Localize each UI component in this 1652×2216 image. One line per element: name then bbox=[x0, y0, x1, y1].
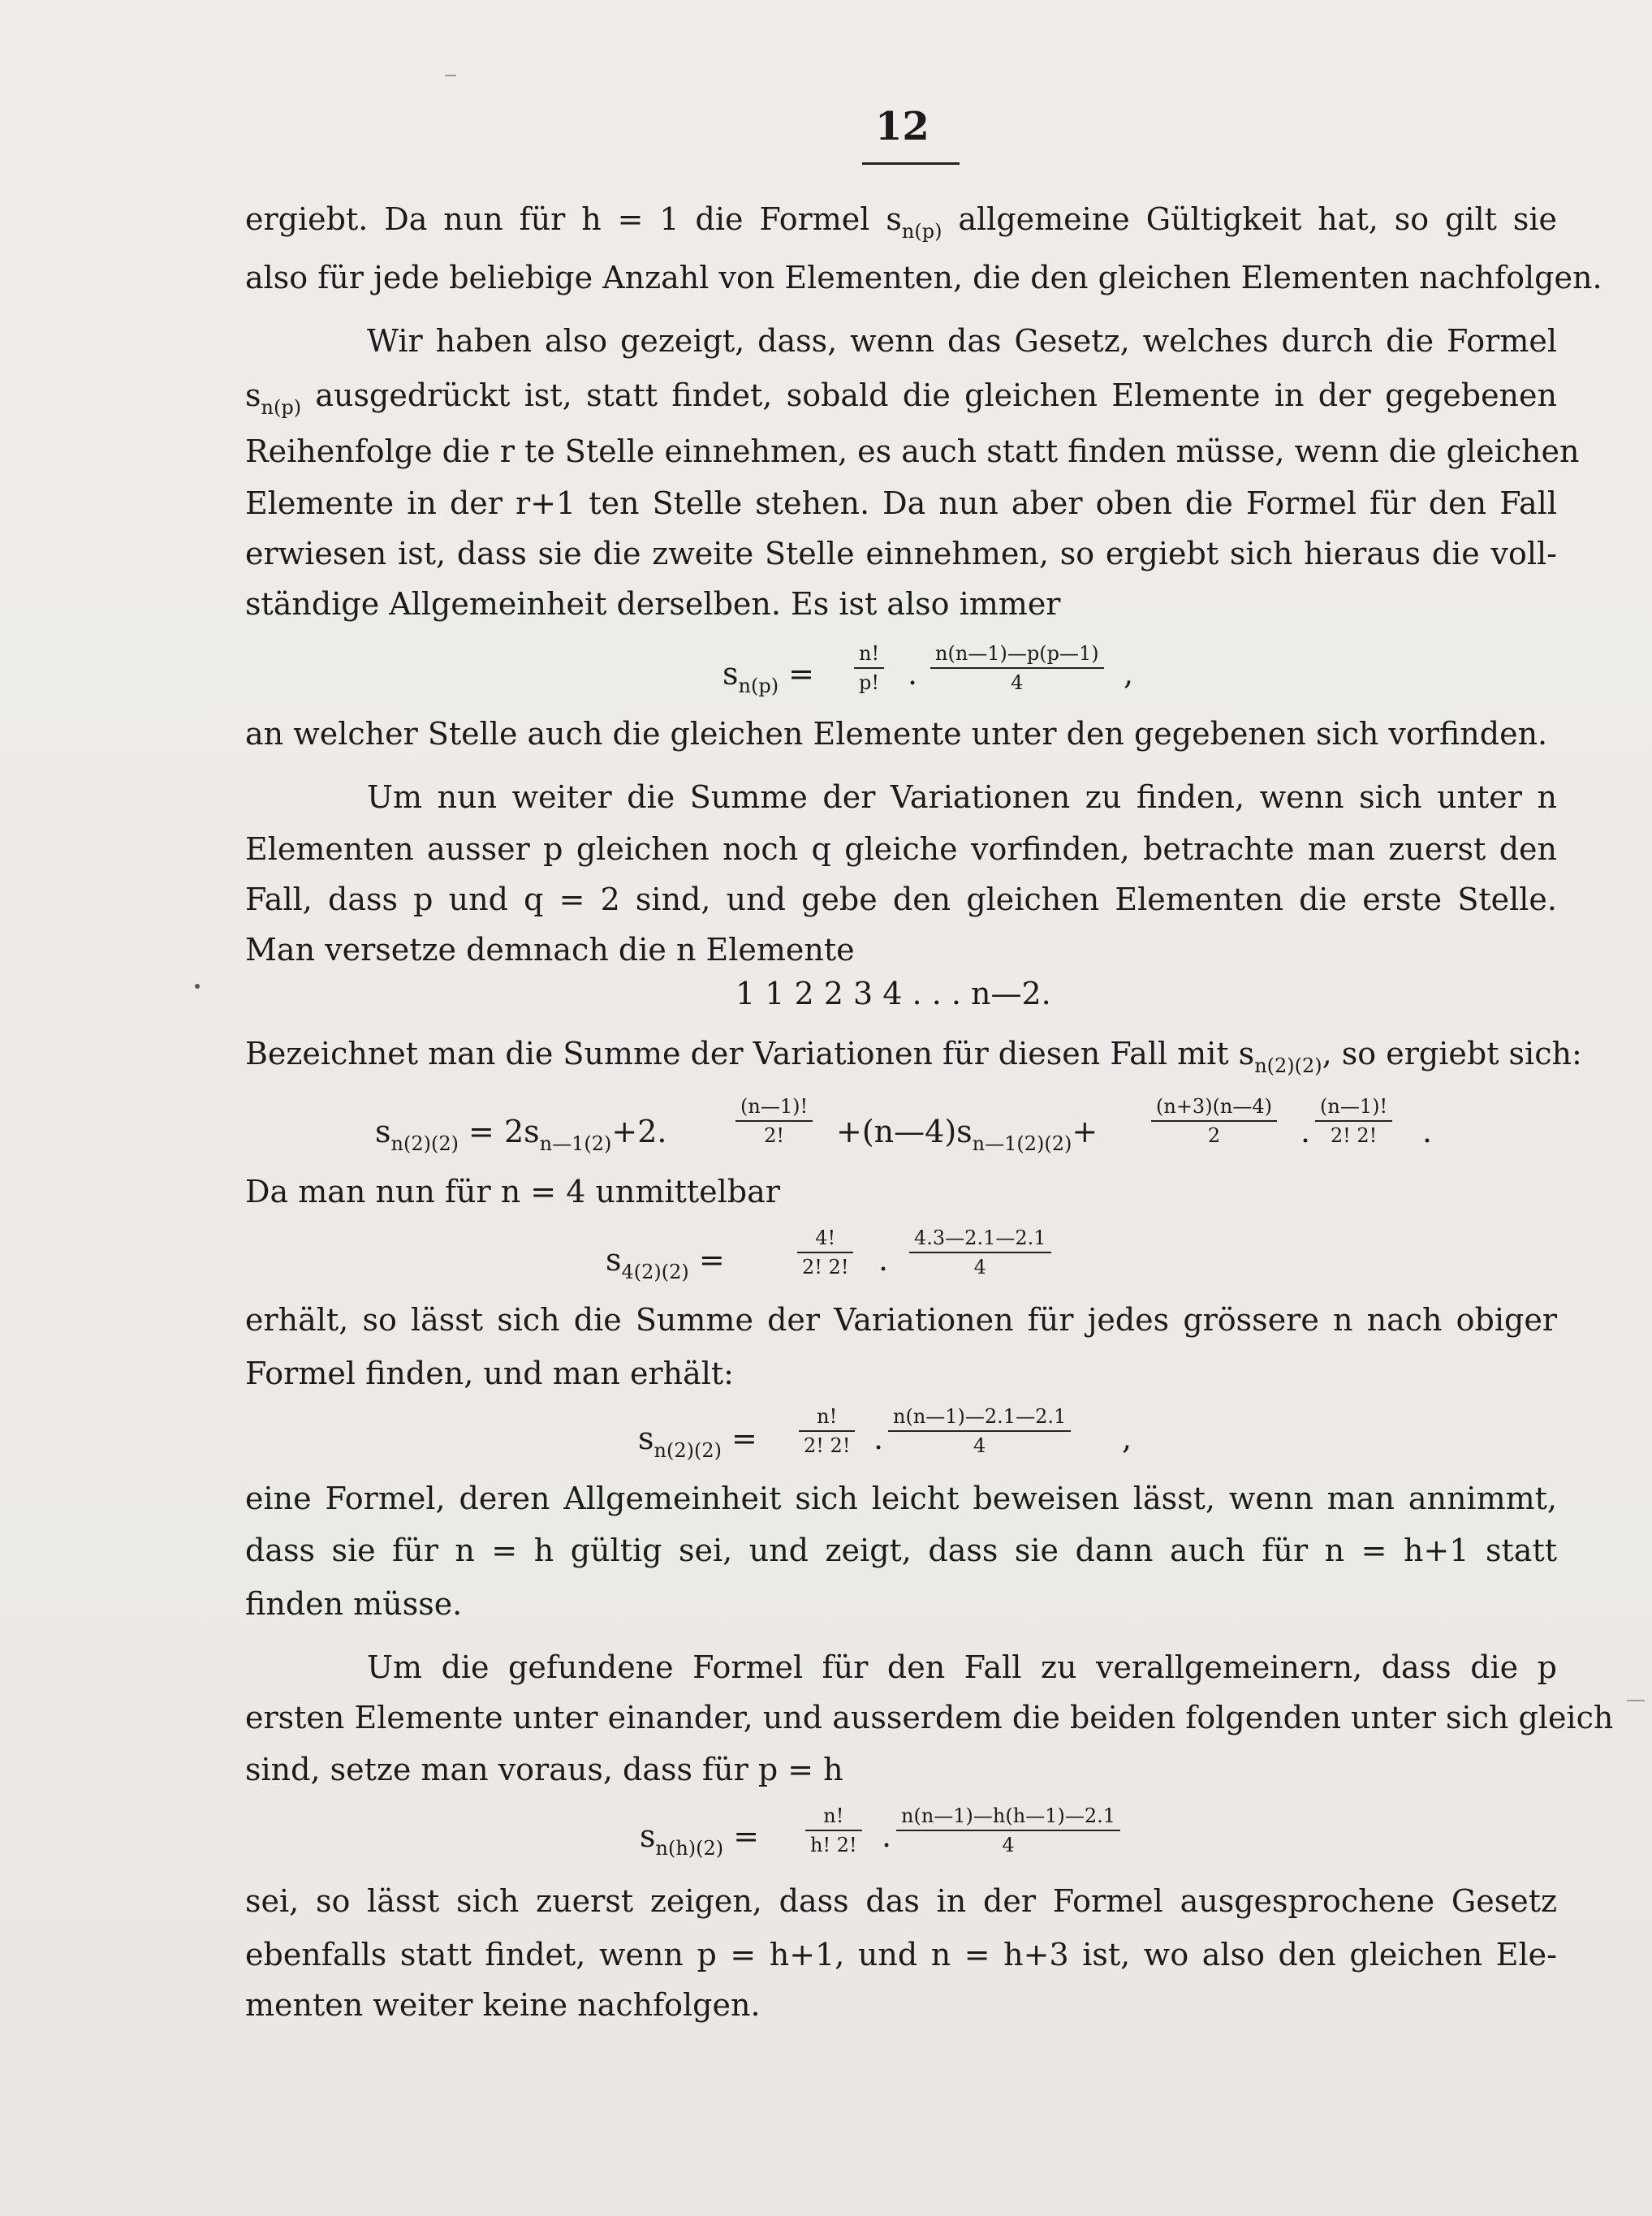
text-line: Elemente in der r+1 ten Stelle stehen. Da nun aber oben die Formel für den Fall bbox=[245, 485, 1557, 521]
text-line: ständige Allgemeinheit derselben. Es ist also immer bbox=[245, 586, 1061, 622]
text-line: Wir haben also gezeigt, dass, wenn das Gesetz, welches durch die Formel bbox=[367, 323, 1557, 359]
page-number: 12 bbox=[875, 104, 930, 149]
text-line: erwiesen ist, dass sie die zweite Stelle einnehmen, so ergiebt sich hieraus die voll- bbox=[245, 536, 1557, 571]
text-line: ergiebt. Da nun für h = 1 die Formel $s_{n(p)}$ allgemeine Gültigkeit hat, so gilt sie bbox=[245, 201, 1558, 243]
text-line: sei, so lässt sich zuerst zeigen, dass das in der Formel ausgesprochene Gesetz bbox=[245, 1883, 1557, 1919]
text-line: Reihenfolge die r te Stelle einnehmen, es auch statt finden müsse, wenn die gleichen bbox=[245, 433, 1580, 469]
book-page: 12 ergiebt. Da nun für h = 1 die Formel $s_{n(p)}$ allgemeine Gültigkeit hat, so gilt sie also für jede beliebige Anzahl von Elementen, die den gleichen Elementen nachfolgen. Wir haben also gezeigt, dass, wenn das Gesetz, welches durch die Formel $s_{n(p)}$ ausgedrückt ist, statt findet, sobald die gleichen Elemente in der gegebenen Reihenfolge die r te Stelle einnehmen, es auch statt finden müsse, wenn die gleichen Elemente in der r+1 ten Stelle stehen. Da nun aber oben die Formel für den Fall erwiesen ist, dass sie die zweite Stelle einnehmen, so ergiebt sich hieraus die voll- ständige Allgemeinheit derselben. Es ist also immer $s_{n(p)}$ = n! p! . n(n—1)—p(p—1) 4 , an welcher Stelle auch die gleichen Elemente unter den gegebenen sich vorfinden. Um nun weiter die Summe der Variationen zu finden, wenn sich unter n Elementen ausser p gleichen noch q gleiche vorfinden, betrachte man zuerst den Fall, dass p und q = 2 sind, und gebe den gleichen Elementen die erste Stelle. Man versetze demnach die n Elemente 1 1 2 2 3 4 . . . n—2. Bezeichnet man die Summe der Variationen für diesen Fall mit $s_{n(2)(2)}$, so ergiebt sich: $s_{n(2)(2)} = 2s_{n—1(2)}+2$. (n—1)! 2! $+(n—4)s_{n—1(2)(2)}+$ (n+3)(n—4) 2 . (n—1)! 2! 2! . Da man nun für n = 4 unmittelbar $s_{4(2)(2)}$ = 4! 2! 2! . 4.3—2.1—2.1 4 erhält, so lässt sich die Summe der Variationen für jedes grössere n nach obiger Formel finden, und man erhält: $s_{n(2)(2)}$ = n! 2! 2! . n(n—1)—2.1—2.1 4 , eine Formel, deren Allgemeinheit sich leicht beweisen lässt, wenn man annimmt, dass sie für n = h gültig sei, und zeigt, dass sie dann auch für n = h+1 statt finden müsse. Um die gefundene Formel für den Fall zu verallgemeinern, dass die p ersten Elemente unter einander, und ausserdem die beiden folgenden unter sich gleich sind, setze man voraus, dass für p = h $s_{n(h)(2)}$ = n! h! 2! . n(n—1)—h(h—1)—2.1 4 sei, so lässt sich zuerst zeigen, dass das in der Formel ausgesprochene Gesetz ebenfalls statt findet, wenn p = h+1, und n = h+3 ist, wo also den gleichen Ele- menten weiter keine nachfolgen. bbox=[0, 0, 1652, 2216]
text-line: Um nun weiter die Summe der Variationen zu finden, wenn sich unter n bbox=[367, 779, 1557, 815]
text-line: also für jede beliebige Anzahl von Elementen, die den gleichen Elementen nachfolgen. bbox=[245, 260, 1602, 295]
margin-mark bbox=[195, 984, 200, 989]
text-line: an welcher Stelle auch die gleichen Elemente unter den gegebenen sich vorfinden. bbox=[245, 716, 1548, 752]
element-sequence: 1 1 2 2 3 4 . . . n—2. bbox=[735, 976, 1051, 1011]
text-line: Man versetze demnach die n Elemente bbox=[245, 932, 855, 968]
text-line: Da man nun für n = 4 unmittelbar bbox=[245, 1174, 780, 1209]
page-number-rule bbox=[862, 162, 960, 165]
text-line: Fall, dass p und q = 2 sind, und gebe den gleichen Elementen die erste Stelle. bbox=[245, 882, 1557, 917]
text-line: erhält, so lässt sich die Summe der Variationen für jedes grössere n nach obiger bbox=[245, 1302, 1557, 1338]
text-line: Formel finden, und man erhält: bbox=[245, 1356, 734, 1391]
text-line: $s_{n(p)}$ ausgedrückt ist, statt findet, sobald die gleichen Elemente in der gegebenen bbox=[245, 377, 1557, 419]
text-line: Elementen ausser p gleichen noch q gleiche vorfinden, betrachte man zuerst den bbox=[245, 831, 1557, 867]
text-line: Bezeichnet man die Summe der Variationen für diesen Fall mit $s_{n(2)(2)}$, so ergiebt sich: bbox=[245, 1036, 1582, 1077]
paper-mark bbox=[445, 75, 456, 76]
text-line: ersten Elemente unter einander, und ausserdem die beiden folgenden unter sich gleich bbox=[245, 1700, 1614, 1735]
text-line: eine Formel, deren Allgemeinheit sich leicht beweisen lässt, wenn man annimmt, bbox=[245, 1481, 1557, 1516]
text-line: dass sie für n = h gültig sei, und zeigt, dass sie dann auch für n = h+1 statt bbox=[245, 1533, 1557, 1568]
text-line: finden müsse. bbox=[245, 1586, 463, 1622]
text-line: sind, setze man voraus, dass für p = h bbox=[245, 1752, 843, 1787]
text-line: ebenfalls statt findet, wenn p = h+1, und n = h+3 ist, wo also den gleichen Ele- bbox=[245, 1937, 1557, 1972]
paper-mark bbox=[1627, 1700, 1645, 1701]
text-line: Um die gefundene Formel für den Fall zu verallgemeinern, dass die p bbox=[367, 1649, 1557, 1685]
text-line: menten weiter keine nachfolgen. bbox=[245, 1987, 761, 2023]
